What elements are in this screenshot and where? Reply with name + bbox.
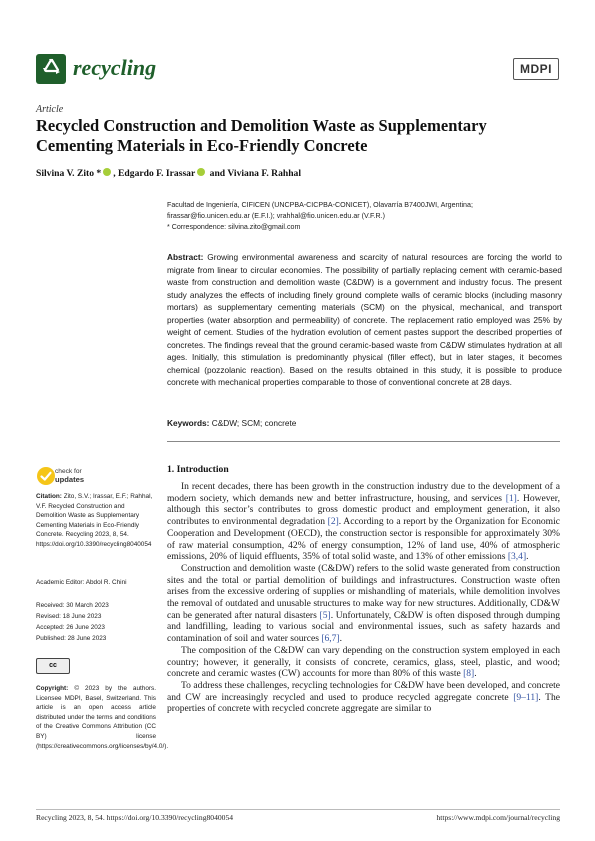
reference-link[interactable]: [3,4] (507, 551, 527, 563)
check-for-updates-label[interactable]: check for updates (55, 468, 85, 484)
correspondence: * Correspondence: silvina.zito@gmail.com (167, 223, 301, 231)
reference-link[interactable]: [6,7] (321, 633, 340, 645)
footer-citation[interactable]: Recycling 2023, 8, 54. https://doi.org/10.3390/recycling8040054 (36, 813, 234, 822)
article-title: Recycled Construction and Demolition Waste as Supplementary Cementing Materials in Eco-Friendly Concrete (36, 116, 487, 155)
section-heading: 1. Introduction (167, 464, 229, 475)
reference-link[interactable]: [1] (505, 492, 517, 504)
cc-license-icon[interactable]: cc (36, 658, 70, 674)
paragraph-4: To address these challenges, recycling technologies for C&DW have been developed, and concrete and CW are increasingly recycled and used to produce recycled aggregate concrete [9–11]. The properties of concrete with recycled concrete aggregate are similar to (167, 679, 560, 715)
author-1[interactable]: Silvina V. Zito * (36, 168, 102, 179)
footer-divider (36, 809, 560, 810)
abstract (167, 251, 562, 389)
reference-link[interactable]: [2] (327, 516, 339, 528)
copyright-block (36, 684, 169, 751)
keywords-text: C&DW; SCM; concrete (211, 418, 297, 428)
orcid-icon[interactable] (103, 168, 111, 176)
body-text (167, 481, 560, 715)
revised-date: Revised: 18 June 2023 (36, 613, 102, 620)
affiliation-line-1: Facultad de Ingeniería, CIFICEN (UNCPBA-CICPBA-CONICET), Olavarría B7400JWI, Argentina; (167, 201, 473, 209)
abstract-label: Abstract: (167, 252, 204, 262)
publisher-logo: MDPI (513, 58, 559, 80)
footer-journal-url[interactable]: https://www.mdpi.com/journal/recycling (436, 813, 560, 822)
check-for-updates-icon[interactable] (36, 466, 56, 486)
received-date: Received: 30 March 2023 (36, 602, 109, 609)
divider (167, 441, 560, 442)
accepted-date: Accepted: 26 June 2023 (36, 624, 105, 631)
affiliation-line-2: firassar@fio.unicen.edu.ar (E.F.I.); vrahhal@fio.unicen.edu.ar (V.F.R.) (167, 212, 385, 220)
journal-name: recycling (73, 55, 157, 80)
citation-text: Zito, S.V.; Irassar, E.F.; Rahhal, V.F. Recycled Construction and Demolition Waste as Supplementary Cementing Materials in Eco-Friendly Concrete. Recycling 2023, 8, 54. https://doi.org/10.3390/recycling8040054 (36, 493, 153, 548)
published-date: Published: 28 June 2023 (36, 635, 107, 642)
keywords (167, 418, 296, 428)
copyright-label: Copyright: (36, 685, 69, 692)
author-3[interactable]: and Viviana F. Rahhal (209, 168, 302, 179)
reference-link[interactable]: [8] (463, 668, 475, 680)
citation-block (36, 492, 156, 550)
paragraph-1: In recent decades, there has been growth in the construction industry due to the development of a modern society, which demands new and better infrastructure, housing, and services [1]. However, although this sector’s contributes to gross domestic product and employment generation, it also contributes to environmental degradation [2]. According to a report by the Organization for Economic Cooperation and Development (OECD), the construction sector is responsible for approximately 30% of raw material consumption, 42% of energy consumption, 12% of land use, 40% of atmospheric emissions, 20% of liquid effluents, 35% of total solid waste, and 13% of other emissions [3,4]. (167, 481, 560, 563)
orcid-icon[interactable] (197, 168, 205, 176)
keywords-label: Keywords: (167, 418, 210, 428)
academic-editor: Academic Editor: Abdol R. Chini (36, 579, 127, 586)
citation-label: Citation: (36, 493, 62, 500)
author-list: Silvina V. Zito * , Edgardo F. Irassar and Viviana F. Rahhal (36, 168, 302, 179)
paragraph-2: Construction and demolition waste (C&DW) refers to the solid waste generated from construction sites and the total or partial demolition of buildings and infrastructures. Construction waste often arises from the excessive ordering of supplies or mishandling of materials, while demolition involves the removal of outdated and unusable structures to make way for new structures. Additionally, CD&W can be generated after natural disasters [5]. Unfortunately, C&DW is often disposed through dumping and landfilling, leading to various social and environmental issues, such as safety hazards and contamination of soil and water sources [6,7]. (167, 562, 560, 645)
reference-link[interactable]: [5] (319, 609, 331, 621)
article-type: Article (36, 104, 64, 115)
copyright-text: © 2023 by the authors. Licensee MDPI, Basel, Switzerland. This article is an open access article distributed under the terms and conditions of the Creative Commons Attribution (CC BY) license (https://creativecommons.org/licenses/by/4.0/). (36, 685, 169, 750)
paragraph-3: The composition of the C&DW can vary depending on the construction system employed in each country; however, it generally, it consists of concrete, ceramics, glass, steel, plastic, and wood; concrete and ceramic wastes (CW) accounts for more than 80% of this waste [8]. (167, 644, 560, 680)
reference-link[interactable]: [9–11] (513, 691, 539, 703)
author-2[interactable]: Edgardo F. Irassar (118, 168, 196, 179)
journal-logo-icon (36, 54, 66, 84)
abstract-text: Growing environmental awareness and scarcity of natural resources are forcing the world to migrate from linear to circular economies. The possibility of partially replacing cement with ceramic-based waste from construction and demolition waste (C&DW) is a government and industry focus. The present study analyzes the effects of including finely ground complete walls of ceramic blocks (including masonry mortars) as supplementary cementing materials (SCM) on the physical, mechanical, and transport properties (water absorption and permeability) of concrete. The replacement ratio employed was 25% by weight of cement. Studies of the hydration evolution of cement pastes support the described properties of concretes. The findings reveal that the ground ceramic-based waste from C&DW stimulates hydration at all ages. Initially, this stimulation is predominantly physical (filler effect), but in later stages, it becomes chemical (pozzolanic reaction). Based on the results obtained in this study, it is possible to produce concrete with mechanical properties comparable to those of conventional concrete at 28 days. (167, 252, 562, 387)
